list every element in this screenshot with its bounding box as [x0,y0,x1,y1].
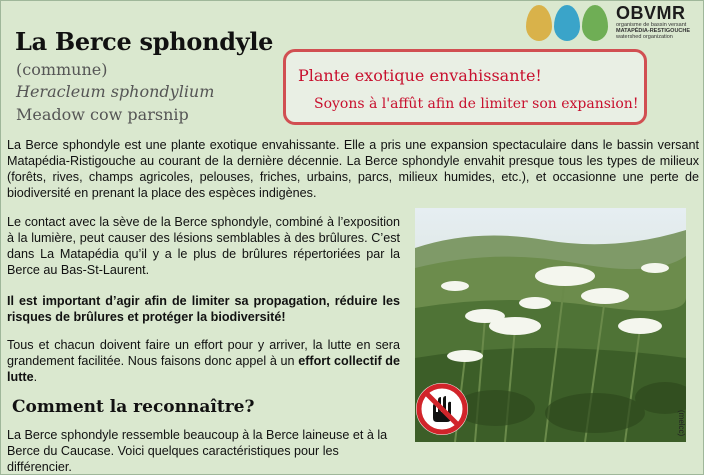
effort-end: . [33,370,38,384]
obvmr-logo [524,3,702,45]
logo-brand: OBVMR [616,3,686,23]
water-leaf-icon [554,5,580,41]
effort-paragraph [7,337,400,385]
logo-line-3: watershed organization [616,34,673,40]
effort-text: Tous et chacun doivent faire un effort pour y arriver, la lutte en sera grandement facilitée. Nous faisons donc appel à un [7,338,400,368]
page-title: La Berce sphondyle [15,27,274,56]
alert-line-1: Plante exotique envahissante! [298,66,542,85]
important-paragraph: Il est important d’agir afin de limiter sa propagation, réduire les risques de brûlures et protéger la biodiversité! [7,294,400,324]
latin-name: Heracleum sphondylium [16,82,215,101]
tree-leaf-icon [582,5,608,41]
common-name: (commune) [16,60,108,79]
wheat-leaf-icon [526,5,552,41]
alert-line-2: Soyons à l'affût afin de limiter son expansion! [314,96,639,112]
effort-bold-text: effort collectif de lutte [7,354,401,384]
recognize-heading: Comment la reconnaître? [12,397,255,417]
alert-box [283,49,647,125]
logo-line-1: organisme de bassin versant [616,22,687,28]
intro-paragraph: La Berce sphondyle est une plante exotique envahissante. Elle a pris une expansion spectaculaire dans le bassin versant Matapédia-Ristigouche au courant de la dernière décennie. La Berce sphondyle envahit presque tous les types de milieux (forêts, rives, champs agricoles, pelouses, friches, urbains, parcs, milieux humides, etc.), et occasionne une perte de biodiversité en prenant la place des espèces indigènes. [7,138,699,200]
contact-paragraph: Le contact avec la sève de la Berce sphondyle, combiné à l’exposition à la lumière, peut causer des lésions semblables à des brûlures. C’est dans La Matapédia qu’il y a le plus de brûlures répertoriées par la Berce au Bas-St-Laurent. [7,215,400,277]
recognize-paragraph: La Berce sphondyle ressemble beaucoup à la Berce laineuse et à la Berce du Caucase. Voici quelques caractéristiques pour les différencier. [7,428,388,474]
english-name: Meadow cow parsnip [16,105,189,124]
photo-credit: (melcc) [677,410,686,437]
no-touch-sign-icon [415,382,469,436]
logo-line-2: MATAPÉDIA-RESTIGOUCHE [616,28,691,34]
